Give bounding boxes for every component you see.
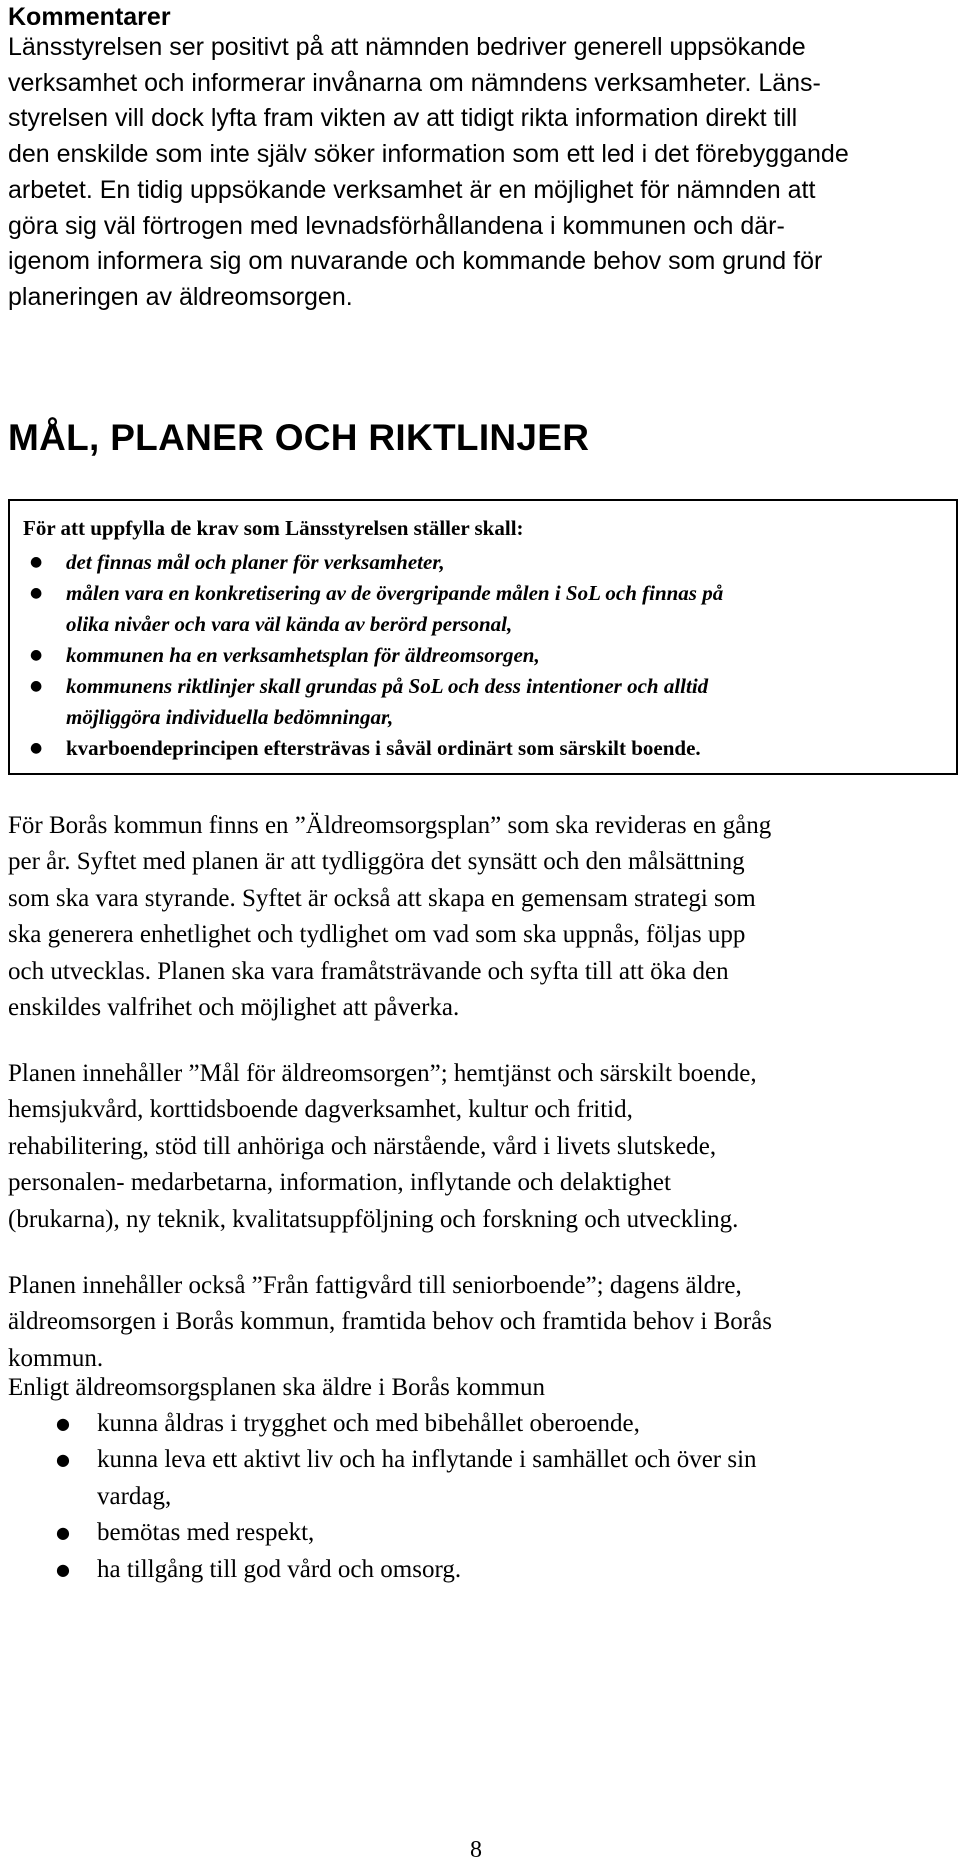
bullet-icon: ● [30,740,43,756]
requirement-item [10,671,956,733]
paragraph-plan-contents [8,1056,948,1238]
bullet-icon: ● [30,554,43,570]
paragraph-plan-also [8,1268,948,1377]
goal-line: kunna åldras i trygghet och med bibehållet oberoende, [97,1410,640,1437]
text-line: styrelsen vill dock lyfta fram vikten av att tidigt rikta information direkt till [8,104,798,133]
goal-item [8,1515,948,1551]
goals-list [8,1406,948,1588]
requirement-line: kommunen ha en verksamhetsplan för äldreomsorgen, [66,643,540,667]
goal-line: kunna leva ett aktivt liv och ha inflytande i samhället och över sin [97,1446,757,1474]
requirement-line: olika nivåer och vara väl kända av berörd personal, [66,612,513,636]
goal-line: vardag, [97,1482,172,1510]
kommentarer-paragraph [8,30,948,316]
requirement-line: målen vara en konkretisering av de övergripande målen i SoL och finnas på [66,581,724,605]
requirement-line: det finnas mål och planer för verksamheter, [66,550,445,574]
kommentarer-heading: Kommentarer [8,3,171,31]
requirement-item [10,733,956,764]
text-line: personalen- medarbetarna, information, inflytande och delaktighet [8,1169,671,1197]
text-line: För Borås kommun finns en ”Äldreomsorgsplan” som ska revideras en gång [8,812,772,839]
text-line: och utvecklas. Planen ska vara framåtsträvande och syfta till att öka den [8,957,729,985]
text-line: Enligt äldreomsorgsplanen ska äldre i Borås kommun [8,1374,545,1401]
bullet-icon: ● [56,1450,70,1470]
text-line: äldreomsorgen i Borås kommun, framtida behov och framtida behov i Borås [8,1308,772,1336]
paragraph-goals-intro [8,1370,948,1406]
text-line: planeringen av äldreomsorgen. [8,282,353,311]
requirement-item [10,640,956,671]
text-line: kommun. [8,1344,104,1372]
text-line: som ska vara styrande. Syftet är också att skapa en gemensam strategi som [8,884,756,912]
requirement-line: kommunens riktlinjer skall grundas på SoL och dess intentioner och alltid [66,674,709,698]
requirement-line: möjliggöra individuella bedömningar, [66,705,394,729]
bullet-icon: ● [30,585,43,601]
requirements-list [10,547,956,764]
goal-item [8,1442,948,1515]
bullet-icon: ● [56,1523,70,1543]
goal-line: ha tillgång till god vård och omsorg. [97,1555,462,1583]
section-heading: MÅL, PLANER OCH RIKTLINJER [8,417,590,458]
requirements-intro: För att uppfylla de krav som Länsstyrelsen ställer skall: [23,516,524,540]
bullet-icon: ● [56,1414,70,1433]
text-line: göra sig väl förtrogen med levnadsförhållandena i kommunen och där- [8,211,785,240]
bullet-icon: ● [30,678,43,694]
paragraph-aldreomsorgsplan [8,808,948,1026]
goal-line: bemötas med respekt, [97,1519,315,1547]
bullet-icon: ● [30,647,43,663]
page-number: 8 [470,1837,482,1863]
text-line: arbetet. En tidig uppsökande verksamhet är en möjlighet för nämnden att [8,175,816,204]
text-line: per år. Syftet med planen är att tydliggöra det synsätt och den målsättning [8,848,745,876]
requirement-item [10,547,956,578]
text-line: enskildes valfrihet och möjlighet att påverka. [8,994,460,1022]
text-line: ska generera enhetlighet och tydlighet om vad som ska uppnås, följas upp [8,921,746,949]
text-line: Planen innehåller ”Mål för äldreomsorgen”; hemtjänst och särskilt boende, [8,1060,757,1087]
requirements-box [8,499,958,775]
text-line: verksamhet och informerar invånarna om nämndens verksamheter. Läns- [8,68,821,97]
requirement-line: kvarboendeprincipen eftersträvas i såväl ordinärt som särskilt boende. [66,736,701,760]
text-line: hemsjukvård, korttidsboende dagverksamhet, kultur och fritid, [8,1096,633,1124]
text-line: den enskilde som inte själv söker information som ett led i det förebyggande [8,140,849,169]
goal-item [8,1406,948,1442]
goal-item [8,1552,948,1588]
text-line: rehabilitering, stöd till anhöriga och närstående, vård i livets slutskede, [8,1132,717,1160]
text-line: (brukarna), ny teknik, kvalitatsuppföljning och forskning och utveckling. [8,1205,739,1233]
text-line: Länsstyrelsen ser positivt på att nämnden bedriver generell uppsökande [8,33,806,61]
requirement-item [10,578,956,640]
text-line: Planen innehåller också ”Från fattigvård till seniorboende”; dagens äldre, [8,1272,742,1299]
bullet-icon: ● [56,1559,70,1579]
text-line: igenom informera sig om nuvarande och kommande behov som grund för [8,247,823,276]
